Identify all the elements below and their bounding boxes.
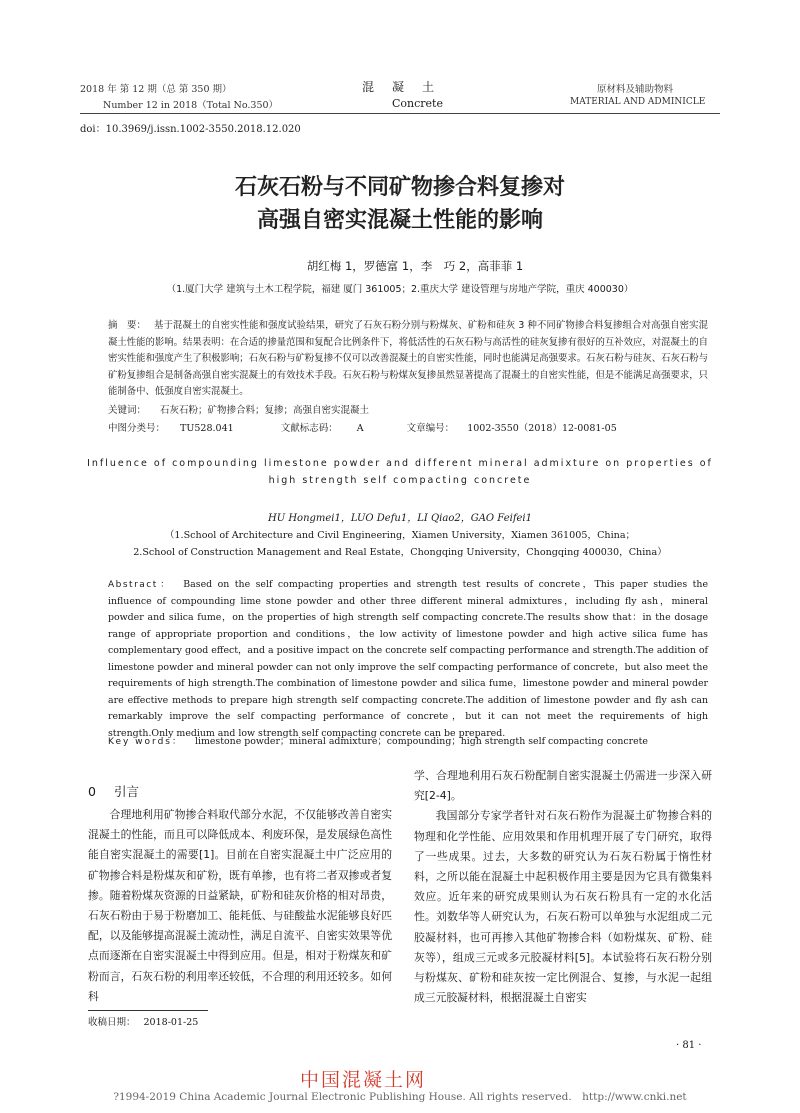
section-title: 引言	[113, 784, 139, 799]
doc-code-label: 文献标志码：	[280, 423, 338, 434]
abstract-en-text: Based on the self compacting properties and strength test results of concrete，This paper studies the influence of compounding lime stone powder and other three different mineral admixtures，including fly ash，mineral powder and silica fume，on the properties of high strength self compacting concrete.The results show that：in the dosage range of appropriate proportion and conditions，the low activity of limestone powder and high active silica fume has complementary good effect，and a positive impact on the concrete self compacting performance and strength.The addition of limestone powder and mineral powder can not only improve the self compacting performance of concrete，but also meet the requirements of high strength.The combination of limestone powder and silica fume，limestone powder and mineral powder are effective methods to prepare high strength self compacting concrete.The addition of limestone powder and fly ash can remarkably improve the self compacting performance of concrete，but it can not meet the requirements of high strength.Only medium and low strength self compacting concrete can be prepared.	[108, 579, 709, 739]
paper-title-line2: 高强自密实混凝土性能的影响	[256, 208, 543, 233]
article-no-value: 1002-3550（2018）12-0081-05	[467, 423, 617, 434]
right-column	[414, 766, 712, 1008]
abstract-cn-label: 摘 要：	[108, 320, 147, 331]
authors-cn: 胡红梅 1，罗德富 1，李 巧 2，高菲菲 1	[306, 259, 524, 273]
column-name-en: MATERIAL AND ADMINICLE	[570, 97, 706, 107]
column-name-cn: 原材料及辅助物料	[597, 84, 674, 95]
abstract-cn-text: 基于混凝土的自密实性能和强度试验结果，研究了石灰石粉分别与粉煤灰、矿粉和硅灰 3 种不同矿物掺合料复掺组合对高强自密实混凝土性能的影响。结果表明：在合适的掺量范围和复配合比例条件下，将低活性的石灰石粉与高活性的硅灰复掺有很好的互补效应，对混凝土的自密实性能和强度产生了积极影响；石灰石粉与矿粉复掺不仅可以改善混凝土的自密实性能，同时也能满足高强要求。石灰石粉与硅灰、石灰石粉与矿粉复掺组合是制备高强自密实混凝土的有效技术手段。石灰石粉与粉煤灰复掺虽然显著提高了混凝土的自密实性能，但是不能满足高强要求，只能制备中、低强度自密实混凝土。	[108, 320, 709, 397]
doi: doi：10.3969/j.issn.1002-3550.2018.12.020	[80, 124, 301, 135]
copyright-line: ?1994-2019 China Academic Journal Electronic Publishing House. All rights reserved. http://www.cnki.net	[113, 1091, 687, 1103]
affiliation-en-line2: 2.School of Construction Management and Real Estate，Chongqing University，Chongqing 400030，China）	[133, 547, 667, 558]
received-label: 收稿日期：	[88, 1017, 136, 1028]
section-number: 0	[88, 784, 96, 799]
title-en-line2: high strength self compacting concrete	[268, 475, 532, 486]
received-value: 2018-01-25	[143, 1017, 199, 1028]
received-date	[88, 1014, 198, 1028]
journal-name-en: Concrete	[392, 97, 443, 110]
abstract-cn	[108, 318, 708, 401]
abstract-en-label: Abstract：	[108, 580, 174, 590]
title-en-line1: Influence of compounding limestone powder and different mineral admixture on properties of	[87, 458, 713, 469]
keywords-en	[108, 733, 708, 747]
keywords-cn	[108, 402, 369, 416]
article-no-label: 文章编号：	[406, 423, 455, 434]
clc-label: 中图分类号：	[108, 423, 166, 434]
left-column	[88, 805, 392, 1007]
site-watermark: 中国混凝土网	[300, 1069, 427, 1091]
issue-en: Number 12 in 2018（Total No.350）	[103, 100, 279, 111]
keywords-en-label: Key words：	[108, 737, 183, 747]
left-para-1: 合理地利用矿物掺合料取代部分水泥，不仅能够改善自密实混凝土的性能，而且可以降低成本、利废环保，是发展绿色高性能自密实混凝土的需要[1]。目前在自密实混凝土中广泛应用的矿物掺合料是粉煤灰和矿粉，既有单掺，也有将二者双掺或者复掺。随着粉煤灰资源的日益紧缺，矿粉和硅灰价格的相对昂贵，石灰石粉由于易于粉磨加工、能耗低、与硅酸盐水泥能够良好匹配，以及能够提高混凝土流动性，满足自流平、自密实效果等优点而逐渐在自密实混凝土中得到应用。但是，相对于粉煤灰和矿粉而言，石灰石粉的利用率还较低，不合理的利用还较多。如何科	[88, 808, 392, 1003]
footnote-rule	[88, 1010, 208, 1011]
section-heading	[88, 782, 139, 800]
keywords-cn-text: 石灰石粉；矿物掺合料；复掺；高强自密实混凝土	[160, 405, 370, 416]
keywords-en-text: limestone powder；mineral admixture；compounding；high strength self compacting concrete	[195, 736, 648, 747]
header-rule	[80, 113, 720, 114]
clc-value: TU528.041	[180, 423, 234, 434]
keywords-cn-label: 关键词：	[108, 405, 147, 416]
affiliation-cn: （1.厦门大学 建筑与土木工程学院，福建 厦门 361005；2.重庆大学 建设管理与房地产学院，重庆 400030）	[166, 284, 634, 295]
journal-name-cn: 混凝土	[362, 80, 453, 94]
paper-title-line1: 石灰石粉与不同矿物掺合料复掺对	[234, 175, 565, 200]
issue-cn: 2018 年 第 12 期（总 第 350 期）	[80, 84, 232, 95]
doc-code-value: A	[356, 423, 364, 434]
authors-en: HU Hongmei1，LUO Defu1，LI Qiao2，GAO Feifei1	[268, 513, 532, 524]
abstract-en	[108, 577, 708, 742]
right-para-2: 我国部分专家学者针对石灰石粉作为混凝土矿物掺合料的物理和化学性能、应用效果和作用机理开展了专门研究，取得了一些成果。过去，大多数的研究认为石灰石粉属于惰性材料，之所以能在混凝土中起积极作用主要是因为它具有微集料效应。近年来的研究成果则认为石灰石粉具有一定的水化活性。刘数华等人研究认为，石灰石粉可以单独与水泥组成二元胶凝材料，也可再掺入其他矿物掺合料（如粉煤灰、矿粉、硅灰等），组成三元或多元胶凝材料[5]。本试验将石灰石粉分别与粉煤灰、矿粉和硅灰按一定比例混合、复掺，与水泥一起组成三元胶凝材料，根据混凝土自密实	[414, 809, 712, 1005]
classification-line	[108, 420, 708, 434]
affiliation-en-line1: （1.School of Architecture and Civil Engineering，Xiamen University，Xiamen 361005，China；	[164, 530, 636, 541]
right-para-1: 学、合理地利用石灰石粉配制自密实混凝土仍需进一步深入研究[2-4]。	[414, 769, 712, 803]
page-number: · 81 ·	[676, 1040, 702, 1051]
